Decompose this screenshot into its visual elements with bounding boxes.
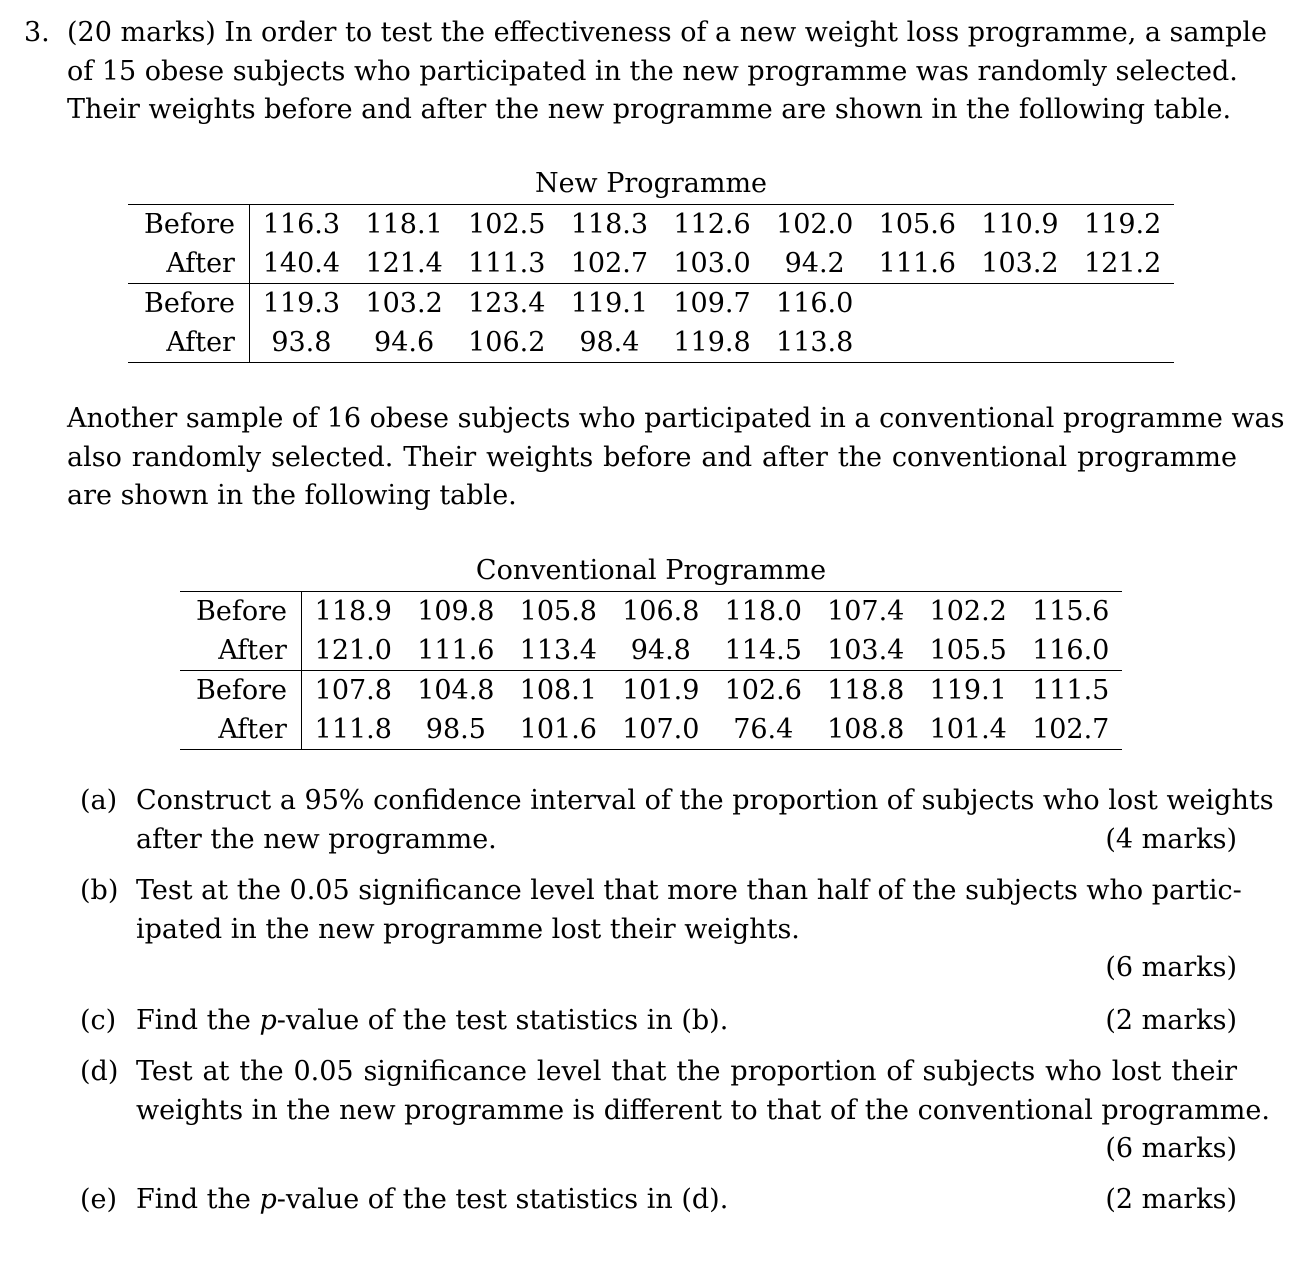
new-programme-cell	[1071, 323, 1174, 363]
conventional-programme-cell: 105.8	[507, 592, 609, 632]
conventional-programme-before-row	[180, 592, 1122, 632]
conventional-programme-cell: 118.9	[301, 592, 404, 632]
new-programme-cell: 119.3	[249, 284, 352, 324]
conventional-programme-after-label: After	[180, 631, 301, 671]
conventional-programme-cell: 76.4	[712, 710, 814, 750]
new-programme-after-row	[128, 323, 1174, 363]
conventional-programme-cell: 103.4	[827, 635, 905, 666]
new-programme-cell: 121.2	[1083, 248, 1162, 279]
new-programme-cell: 105.6	[866, 205, 969, 245]
new-programme-cell: 116.0	[763, 284, 866, 324]
new-programme-cell	[969, 323, 1072, 363]
conventional-programme-before-label: Before	[180, 671, 301, 711]
new-programme-cell: 116.3	[249, 205, 352, 245]
para2-line-1: Another sample of 16 obese subjects who participated in a conventional programme was	[67, 403, 1285, 434]
conventional-programme-cell: 98.5	[405, 710, 507, 750]
new-programme-cell: 119.2	[1071, 205, 1174, 245]
new-programme-cell: 111.6	[878, 248, 956, 279]
conventional-programme-cell: 102.2	[917, 592, 1019, 632]
new-programme-cell: 110.9	[969, 205, 1072, 245]
conventional-programme-cell: 115.6	[1019, 592, 1122, 632]
conventional-programme-cell: 121.0	[314, 635, 392, 666]
new-programme-cell: 112.6	[661, 205, 764, 245]
new-programme-cell: 123.4	[455, 284, 558, 324]
conventional-programme-cell: 118.0	[712, 592, 814, 632]
conventional-programme-caption: Conventional Programme	[475, 555, 827, 586]
conventional-programme-cell: 106.8	[610, 592, 712, 632]
part-b-marks: (6 marks)	[1105, 952, 1237, 983]
new-programme-cell: 106.2	[455, 323, 558, 363]
conventional-programme-cell: 101.9	[610, 671, 712, 711]
part-b	[80, 872, 1242, 989]
new-programme-cell: 102.0	[763, 205, 866, 245]
conventional-programme-cell: 116.0	[1032, 635, 1110, 666]
new-programme-after-label: After	[128, 244, 249, 284]
new-programme-before-row	[128, 284, 1174, 324]
part-a-label: (a)	[80, 785, 118, 816]
conventional-programme-cell: 102.6	[712, 671, 814, 711]
new-programme-cell: 94.2	[784, 248, 845, 279]
part-d-line-2: weights in the new programme is different to that of the conventional programme.	[136, 1094, 1270, 1126]
part-a-marks: (4 marks)	[1105, 823, 1237, 855]
intro-line-1: (20 marks) In order to test the effectiveness of a new weight loss programme, a sample	[67, 17, 1268, 48]
part-d-label: (d)	[80, 1056, 119, 1087]
part-d	[80, 1053, 1270, 1170]
intro-line-2: of 15 obese subjects who participated in the new programme was randomly selected.	[67, 55, 1238, 87]
conventional-programme-cell: 111.6	[417, 635, 495, 666]
new-programme-cell	[969, 284, 1072, 324]
part-d-line-1: Test at the 0.05 significance level that the proportion of subjects who lost their	[136, 1056, 1237, 1087]
conventional-programme-cell: 113.4	[519, 635, 597, 666]
part-c-text-post: -value of the test statistics in (b).	[276, 1005, 729, 1036]
part-e-marks: (2 marks)	[1105, 1184, 1237, 1215]
new-programme-cell: 121.4	[365, 248, 443, 279]
part-e-text-pre: Find the	[136, 1184, 260, 1215]
conventional-programme-after-row	[180, 710, 1122, 750]
para2-line-3: are shown in the following table.	[67, 480, 517, 511]
new-programme-cell: 94.6	[353, 323, 456, 363]
conventional-programme-before-label: Before	[180, 592, 301, 632]
new-programme-cell: 119.8	[661, 323, 764, 363]
new-programme-cell: 93.8	[249, 323, 352, 363]
conventional-programme-cell: 119.1	[917, 671, 1019, 711]
new-programme-cell: 113.8	[763, 323, 866, 363]
new-programme-cell: 103.0	[673, 248, 751, 279]
new-programme-cell: 98.4	[558, 323, 661, 363]
part-a-line-1: Construct a 95% confidence interval of the proportion of subjects who lost weights	[136, 785, 1274, 816]
new-programme-after-row	[128, 244, 1174, 284]
new-programme-before-label: Before	[128, 284, 249, 324]
part-b-label: (b)	[80, 875, 119, 906]
conventional-programme-after-row	[180, 631, 1122, 671]
conventional-programme-cell: 104.8	[405, 671, 507, 711]
new-programme-cell: 140.4	[262, 248, 341, 279]
new-programme-caption: New Programme	[534, 168, 768, 199]
intro-line-3: Their weights before and after the new programme are shown in the following table.	[67, 94, 1232, 125]
new-programme-cell: 102.5	[455, 205, 558, 245]
part-b-line-2: ipated in the new programme lost their weights.	[136, 913, 800, 945]
new-programme-cell: 111.3	[468, 248, 546, 279]
conventional-programme-cell: 114.5	[724, 635, 802, 666]
part-e	[80, 1181, 1237, 1220]
part-c-label: (c)	[80, 1005, 117, 1036]
conventional-programme-cell: 109.8	[405, 592, 507, 632]
new-programme-before-label: Before	[128, 205, 249, 245]
conventional-programme-table	[180, 591, 1122, 750]
question-intro	[67, 14, 1268, 130]
new-programme-cell: 103.2	[353, 284, 456, 324]
new-programme-before-row	[128, 205, 1174, 245]
new-programme-after-label: After	[128, 323, 249, 363]
conventional-programme-cell: 102.7	[1019, 710, 1122, 750]
new-programme-cell: 119.1	[558, 284, 661, 324]
conventional-programme-cell: 111.5	[1019, 671, 1122, 711]
new-programme-cell: 118.3	[558, 205, 661, 245]
conventional-programme-cell: 107.0	[610, 710, 712, 750]
new-programme-cell	[866, 284, 969, 324]
new-programme-cell: 109.7	[661, 284, 764, 324]
part-b-line-1: Test at the 0.05 significance level that more than half of the subjects who partic-	[136, 875, 1242, 906]
conventional-programme-cell: 101.4	[917, 710, 1019, 750]
part-c-marks: (2 marks)	[1105, 1005, 1237, 1036]
part-e-p-variable: p	[259, 1184, 277, 1215]
new-programme-cell	[1071, 284, 1174, 324]
question-number: 3.	[24, 17, 50, 48]
part-c-p-variable: p	[259, 1005, 277, 1036]
part-e-text-post: -value of the test statistics in (d).	[276, 1184, 729, 1215]
conventional-programme-after-label: After	[180, 710, 301, 750]
conventional-programme-cell: 101.6	[507, 710, 609, 750]
new-programme-cell	[866, 323, 969, 363]
new-programme-cell: 103.2	[981, 248, 1059, 279]
conventional-programme-cell: 108.8	[814, 710, 916, 750]
conventional-programme-cell: 107.8	[301, 671, 404, 711]
conventional-programme-cell: 94.8	[630, 635, 691, 666]
part-a-line-2: after the new programme.	[136, 823, 497, 855]
new-programme-cell: 118.1	[353, 205, 456, 245]
part-c	[80, 1002, 1237, 1041]
part-d-marks: (6 marks)	[1105, 1133, 1237, 1164]
conventional-programme-before-row	[180, 671, 1122, 711]
conventional-programme-cell: 111.8	[301, 710, 404, 750]
conventional-programme-cell: 118.8	[814, 671, 916, 711]
conventional-programme-cell: 107.4	[814, 592, 916, 632]
part-a	[80, 782, 1274, 860]
part-e-label: (e)	[80, 1184, 118, 1215]
new-programme-table	[128, 204, 1174, 363]
conventional-intro	[67, 400, 1285, 516]
part-c-text-pre: Find the	[136, 1005, 260, 1036]
conventional-programme-cell: 108.1	[507, 671, 609, 711]
conventional-programme-cell: 105.5	[929, 635, 1007, 666]
para2-line-2: also randomly selected. Their weights before and after the conventional programme	[67, 441, 1237, 473]
new-programme-cell: 102.7	[570, 248, 649, 279]
